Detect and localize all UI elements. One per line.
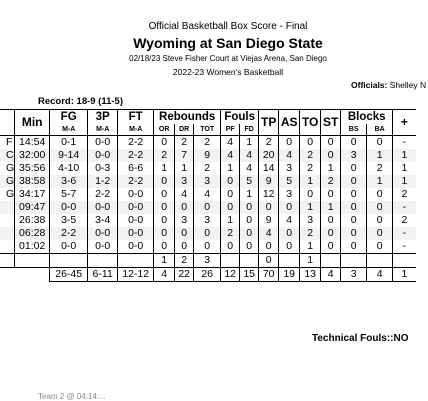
game-title: Wyoming at San Diego State (133, 35, 323, 51)
cell-to: 0 (300, 136, 321, 150)
season-label: 2022-23 Women's Basketball (172, 67, 284, 77)
total-cell-dr: 22 (175, 268, 194, 282)
cell-pm: 1 (393, 175, 416, 188)
cell-pos (0, 227, 15, 240)
cell-pts: 20 (259, 149, 279, 162)
cell-as: 4 (279, 214, 300, 227)
cell-tot: 9 (194, 149, 221, 162)
player-row (0, 240, 416, 254)
total-cell-or: 4 (154, 268, 175, 282)
cell-tp3: 0-0 (88, 227, 118, 240)
st-header: ST (321, 110, 341, 136)
team-cell-bs (341, 254, 367, 268)
boxscore-subtitle: Official Basketball Box Score - Final (148, 21, 308, 32)
or-subheader: OR (154, 124, 175, 136)
cell-dr: 3 (175, 214, 194, 227)
cell-pts: 9 (259, 175, 279, 188)
cell-fg: 2-2 (50, 227, 88, 240)
team-cell-st (321, 254, 341, 268)
total-cell-as: 19 (279, 268, 300, 282)
cell-tot: 0 (194, 227, 221, 240)
cell-as: 4 (279, 149, 300, 162)
cell-tot: 2 (194, 162, 221, 175)
min-header: Min (15, 110, 50, 136)
cell-pos (0, 201, 15, 214)
3p-header: 3P (88, 110, 118, 125)
cell-min: 14:54 (15, 136, 50, 150)
cell-pf: 2 (221, 227, 240, 240)
cell-bs: 0 (341, 214, 367, 227)
cell-tot: 4 (194, 188, 221, 201)
fd-subheader: FD (240, 124, 259, 136)
cell-to: 3 (300, 214, 321, 227)
cell-fd: 4 (240, 149, 259, 162)
cell-ba: 0 (367, 136, 393, 150)
cell-dr: 0 (175, 227, 194, 240)
team-record: Record: 18-9 (11-5) (38, 96, 124, 107)
cell-to: 1 (300, 175, 321, 188)
cell-tp3: 1-2 (88, 175, 118, 188)
cell-or: 0 (154, 201, 175, 214)
cell-bs: 0 (341, 201, 367, 214)
cell-to: 2 (300, 227, 321, 240)
cell-ft: 2-2 (118, 136, 154, 150)
blocks-header: Blocks (341, 110, 393, 125)
cell-bs: 0 (341, 162, 367, 175)
cell-dr: 0 (175, 201, 194, 214)
technical-fouls: Technical Fouls::NO (312, 333, 409, 344)
cell-ba: 0 (367, 214, 393, 227)
cell-bs: 0 (341, 240, 367, 254)
footer-note: Team 2 @ 04:14:... (38, 392, 106, 401)
cell-fg: 3-5 (50, 214, 88, 227)
cell-fd: 0 (240, 240, 259, 254)
cell-pos: G (0, 162, 15, 175)
cell-pts: 4 (259, 227, 279, 240)
cell-st: 0 (321, 240, 341, 254)
total-cell-ba: 4 (367, 268, 393, 282)
cell-ft: 0-0 (118, 201, 154, 214)
officials (351, 80, 426, 90)
cell-st: 0 (321, 214, 341, 227)
cell-fd: 0 (240, 214, 259, 227)
cell-pm: - (393, 201, 416, 214)
cell-tot: 2 (194, 136, 221, 150)
cell-or: 2 (154, 149, 175, 162)
cell-pos (0, 214, 15, 227)
total-cell-min (15, 268, 50, 282)
team-cell-as (279, 254, 300, 268)
cell-min: 32:00 (15, 149, 50, 162)
player-row (0, 136, 416, 150)
cell-tp3: 3-4 (88, 214, 118, 227)
fouls-header: Fouls (221, 110, 259, 125)
3p-subheader: M-A (88, 124, 118, 136)
cell-bs: 0 (341, 227, 367, 240)
cell-tp3: 0-0 (88, 240, 118, 254)
cell-pf: 1 (221, 162, 240, 175)
cell-or: 0 (154, 240, 175, 254)
cell-min: 38:58 (15, 175, 50, 188)
officials-value: Shelley N (389, 80, 427, 90)
cell-dr: 7 (175, 149, 194, 162)
cell-ba: 1 (367, 149, 393, 162)
cell-st: 1 (321, 162, 341, 175)
box-score-table (0, 109, 416, 282)
player-row (0, 201, 416, 214)
cell-or: 0 (154, 175, 175, 188)
cell-st: 0 (321, 227, 341, 240)
cell-fd: 1 (240, 188, 259, 201)
cell-ft: 0-0 (118, 188, 154, 201)
cell-ft: 2-2 (118, 175, 154, 188)
total-cell-fg: 26-45 (50, 268, 88, 282)
cell-pts: 0 (259, 201, 279, 214)
player-row (0, 227, 416, 240)
cell-fd: 5 (240, 175, 259, 188)
total-cell-pos (0, 268, 15, 282)
tot-subheader: TOT (194, 124, 221, 136)
cell-fd: 1 (240, 136, 259, 150)
cell-ft: 0-0 (118, 214, 154, 227)
total-cell-tot: 26 (194, 268, 221, 282)
dr-subheader: DR (175, 124, 194, 136)
cell-pts: 9 (259, 214, 279, 227)
cell-tp3: 0-0 (88, 136, 118, 150)
team-row (0, 254, 416, 268)
cell-or: 0 (154, 188, 175, 201)
player-row (0, 214, 416, 227)
cell-tp3: 0-0 (88, 201, 118, 214)
cell-bs: 0 (341, 188, 367, 201)
cell-fd: 4 (240, 162, 259, 175)
cell-as: 3 (279, 162, 300, 175)
cell-pts: 2 (259, 136, 279, 150)
cell-min: 35:56 (15, 162, 50, 175)
team-cell-tp3 (88, 254, 118, 268)
cell-pf: 1 (221, 214, 240, 227)
total-cell-to: 13 (300, 268, 321, 282)
team-cell-pos (0, 254, 15, 268)
plus-minus-header: + (393, 110, 416, 136)
cell-to: 1 (300, 201, 321, 214)
cell-as: 0 (279, 240, 300, 254)
team-cell-pm (393, 254, 416, 268)
totals-row (0, 268, 416, 282)
cell-tp3: 0-0 (88, 149, 118, 162)
cell-ba: 0 (367, 201, 393, 214)
team-cell-pf (221, 254, 240, 268)
cell-ba: 0 (367, 240, 393, 254)
cell-pf: 0 (221, 240, 240, 254)
cell-st: 1 (321, 201, 341, 214)
cell-tot: 0 (194, 201, 221, 214)
cell-pf: 4 (221, 136, 240, 150)
as-header: AS (279, 110, 300, 136)
total-cell-pts: 70 (259, 268, 279, 282)
pf-subheader: PF (221, 124, 240, 136)
team-cell-tot: 3 (194, 254, 221, 268)
player-row (0, 162, 416, 175)
cell-ba: 0 (367, 227, 393, 240)
cell-as: 3 (279, 188, 300, 201)
total-cell-pm: 1 (393, 268, 416, 282)
cell-as: 0 (279, 201, 300, 214)
cell-ft: 0-0 (118, 227, 154, 240)
team-cell-fd (240, 254, 259, 268)
cell-to: 2 (300, 162, 321, 175)
fg-subheader: M-A (50, 124, 88, 136)
cell-fd: 0 (240, 227, 259, 240)
cell-min: 34:17 (15, 188, 50, 201)
cell-or: 0 (154, 136, 175, 150)
cell-tot: 3 (194, 175, 221, 188)
cell-tot: 0 (194, 240, 221, 254)
fg-header: FG (50, 110, 88, 125)
cell-pf: 0 (221, 188, 240, 201)
cell-as: 5 (279, 175, 300, 188)
cell-st: 0 (321, 188, 341, 201)
to-header: TO (300, 110, 321, 136)
cell-pts: 12 (259, 188, 279, 201)
ft-subheader: M-A (118, 124, 154, 136)
total-cell-bs: 3 (341, 268, 367, 282)
cell-dr: 0 (175, 240, 194, 254)
cell-fg: 3-6 (50, 175, 88, 188)
ba-subheader: BA (367, 124, 393, 136)
cell-to: 2 (300, 149, 321, 162)
cell-min: 06:28 (15, 227, 50, 240)
cell-ba: 2 (367, 162, 393, 175)
cell-bs: 3 (341, 149, 367, 162)
cell-tp3: 0-3 (88, 162, 118, 175)
cell-tot: 3 (194, 214, 221, 227)
cell-pm: 2 (393, 188, 416, 201)
cell-fg: 0-1 (50, 136, 88, 150)
cell-bs: 0 (341, 136, 367, 150)
officials-label: Officials: (351, 80, 388, 90)
team-cell-pts: 0 (259, 254, 279, 268)
cell-pm: 1 (393, 149, 416, 162)
tp-header: TP (259, 110, 279, 136)
cell-pts: 0 (259, 240, 279, 254)
cell-pm: - (393, 240, 416, 254)
player-row (0, 175, 416, 188)
cell-fd: 0 (240, 201, 259, 214)
cell-pos: G (0, 175, 15, 188)
cell-pf: 4 (221, 149, 240, 162)
cell-ba: 1 (367, 175, 393, 188)
cell-fg: 4-10 (50, 162, 88, 175)
cell-to: 0 (300, 188, 321, 201)
team-cell-dr: 2 (175, 254, 194, 268)
cell-dr: 2 (175, 136, 194, 150)
cell-ft: 6-6 (118, 162, 154, 175)
team-cell-min (15, 254, 50, 268)
cell-st: 2 (321, 175, 341, 188)
team-cell-or: 1 (154, 254, 175, 268)
player-row (0, 149, 416, 162)
cell-dr: 1 (175, 162, 194, 175)
player-row (0, 188, 416, 201)
cell-fg: 0-0 (50, 201, 88, 214)
cell-min: 01:02 (15, 240, 50, 254)
cell-tp3: 2-2 (88, 188, 118, 201)
team-cell-ba (367, 254, 393, 268)
cell-pm: - (393, 136, 416, 150)
total-cell-tp3: 6-11 (88, 268, 118, 282)
total-cell-pf: 12 (221, 268, 240, 282)
team-cell-to: 1 (300, 254, 321, 268)
cell-min: 26:38 (15, 214, 50, 227)
cell-pf: 0 (221, 175, 240, 188)
cell-pm: 2 (393, 214, 416, 227)
cell-as: 0 (279, 136, 300, 150)
cell-bs: 0 (341, 175, 367, 188)
cell-ft: 2-2 (118, 149, 154, 162)
cell-pf: 0 (221, 201, 240, 214)
cell-or: 0 (154, 227, 175, 240)
team-cell-fg (50, 254, 88, 268)
cell-dr: 3 (175, 175, 194, 188)
total-cell-st: 4 (321, 268, 341, 282)
ft-header: FT (118, 110, 154, 125)
cell-pos: C (0, 149, 15, 162)
team-cell-ft (118, 254, 154, 268)
cell-fg: 0-0 (50, 240, 88, 254)
cell-as: 0 (279, 227, 300, 240)
cell-st: 0 (321, 149, 341, 162)
cell-ft: 0-0 (118, 240, 154, 254)
cell-pm: - (393, 227, 416, 240)
cell-min: 09:47 (15, 201, 50, 214)
total-cell-fd: 15 (240, 268, 259, 282)
cell-fg: 5-7 (50, 188, 88, 201)
bs-subheader: BS (341, 124, 367, 136)
cell-or: 1 (154, 162, 175, 175)
cell-pts: 14 (259, 162, 279, 175)
cell-or: 0 (154, 214, 175, 227)
cell-ba: 0 (367, 188, 393, 201)
cell-fg: 9-14 (50, 149, 88, 162)
cell-pos (0, 240, 15, 254)
pos-header (0, 110, 15, 136)
game-date-venue: 02/18/23 Steve Fisher Court at Viejas Arena, San Diego (129, 54, 327, 63)
cell-dr: 4 (175, 188, 194, 201)
rebounds-header: Rebounds (154, 110, 221, 125)
cell-pm: 1 (393, 162, 416, 175)
cell-pos: G (0, 188, 15, 201)
cell-to: 1 (300, 240, 321, 254)
cell-pos: F (0, 136, 15, 150)
cell-st: 0 (321, 136, 341, 150)
total-cell-ft: 12-12 (118, 268, 154, 282)
